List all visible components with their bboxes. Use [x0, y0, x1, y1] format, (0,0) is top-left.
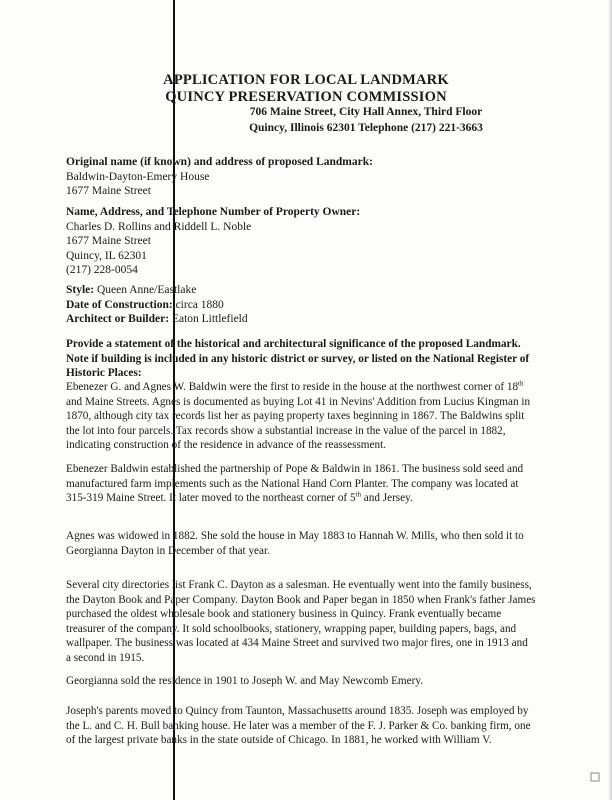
original-name-label: Original name (if known) and address of proposed Landmark: — [66, 156, 373, 168]
paragraph-line: indicating construction of the residence in advance of the reassessment. — [66, 439, 386, 452]
commission-city-phone: Quincy, Illinois 62301 Telephone (217) 221-3663 — [249, 122, 483, 134]
style-label: Style: — [66, 284, 95, 296]
paragraph-line: Ebenezer Baldwin established the partnership of Pope & Baldwin in 1861. The business sold seed and — [66, 463, 524, 475]
ordinal-suffix: th — [355, 490, 361, 499]
style-row — [66, 283, 566, 298]
statement-prompt-line-2: Note if building is included in any historic district or survey, or listed on the National Register of — [66, 352, 530, 365]
application-title: APPLICATION FOR LOCAL LANDMARK — [163, 72, 449, 88]
paragraph-line: of the largest private banks in the state outside of Chicago. In 1881, he worked with William V. — [66, 734, 492, 747]
statement-prompt — [66, 337, 566, 381]
style-section — [66, 283, 566, 327]
paragraph-line: the Dayton Book and Paper Company. Dayton Book and Paper began in 1850 when Frank's father James — [66, 593, 536, 606]
landmark-name: Baldwin-Dayton-Emery House — [66, 170, 210, 183]
owner-name: Charles D. Rollins and Riddell L. Noble — [66, 220, 252, 233]
paragraph-text: Ebenezer G. and Agnes W. Baldwin were the first to reside in the house at the northwest corner of 18 — [66, 381, 519, 393]
architect-value: Eaton Littlefield — [171, 313, 248, 326]
paragraph-line: and Maine Streets. Agnes is documented as buying Lot 41 in Nevins' Addition from Lucius Kingman in — [66, 395, 531, 408]
owner-city: Quincy, IL 62301 — [66, 249, 147, 262]
statement-prompt-line-1: Provide a statement of the historical and architectural significance of the proposed Landmark. — [66, 338, 521, 350]
original-name-section — [66, 155, 566, 199]
architect-label: Architect or Builder: — [66, 313, 170, 326]
paragraph-line — [66, 380, 566, 395]
paragraph-line: 1870, although city tax records list her as paying property taxes beginning in 1867. The Baldwins split — [66, 410, 525, 423]
paragraph-line: wallpaper. The business was located at 434 Maine Street and survived two major fires, one in 1913 and — [66, 637, 528, 650]
page-edge-shadow — [608, 0, 612, 800]
paragraph-text: 315-319 Maine Street. It later moved to the northeast corner of 5 — [66, 492, 356, 505]
paragraph-agnes-widowed — [66, 529, 566, 558]
paragraph-line: a second in 1915. — [66, 651, 145, 664]
corner-mark-icon — [590, 772, 600, 782]
paragraph-line — [66, 491, 566, 506]
paragraph-baldwin-residence — [66, 380, 566, 453]
paragraph-line: Georgianna Dayton in December of that year. — [66, 544, 270, 557]
date-label: Date of Construction: — [66, 298, 173, 311]
paragraph-line: Georgianna sold the residence in 1901 to Joseph W. and May Newcomb Emery. — [66, 675, 423, 687]
landmark-address: 1677 Maine Street — [66, 185, 151, 198]
paragraph-line: the L. and C. H. Bull banking house. He later was a member of the F. J. Parker & Co. banking firm, one — [66, 719, 531, 732]
commission-name: QUINCY PRESERVATION COMMISSION — [165, 89, 447, 105]
paragraph-text: and Jersey. — [361, 492, 413, 505]
paragraph-pope-baldwin — [66, 462, 566, 506]
owner-phone: (217) 228-0054 — [66, 264, 138, 277]
paragraph-frank-dayton — [66, 578, 566, 666]
paragraph-line: Several city directories list Frank C. Dayton as a salesman. He eventually went into the family business, — [66, 579, 532, 591]
owner-section — [66, 205, 566, 278]
paragraph-line: manufactured farm implements such as the National Hand Corn Planter. The company was located at — [66, 477, 519, 490]
commission-address: 706 Maine Street, City Hall Annex, Third Floor — [249, 106, 483, 118]
paragraph-emery-sale — [66, 674, 566, 689]
paragraph-line: treasurer of the company. It sold schoolbooks, stationery, wrapping paper, building papers, bags, and — [66, 622, 517, 635]
paragraph-line: the lot into four parcels. Tax records show a substantial increase in the value of the parcel in 1882, — [66, 424, 506, 437]
owner-label: Name, Address, and Telephone Number of Property Owner: — [66, 206, 361, 218]
architect-row — [66, 312, 566, 327]
ordinal-suffix: th — [518, 379, 524, 388]
date-row — [66, 298, 566, 313]
style-value: Queen Anne/Eastlake — [96, 284, 197, 296]
paragraph-joseph-emery — [66, 704, 566, 748]
paragraph-line: Joseph's parents moved to Quincy from Taunton, Massachusetts around 1835. Joseph was employed by — [66, 705, 529, 717]
owner-street: 1677 Maine Street — [66, 235, 151, 248]
statement-prompt-line-3: Historic Places: — [66, 367, 142, 380]
date-value: circa 1880 — [175, 298, 224, 311]
paragraph-line: purchased the oldest wholesale book and stationery business in Quincy. Frank eventually became — [66, 608, 502, 621]
paragraph-line: Agnes was widowed in 1882. She sold the house in May 1883 to Hannah W. Mills, who then sold it to — [66, 530, 524, 542]
